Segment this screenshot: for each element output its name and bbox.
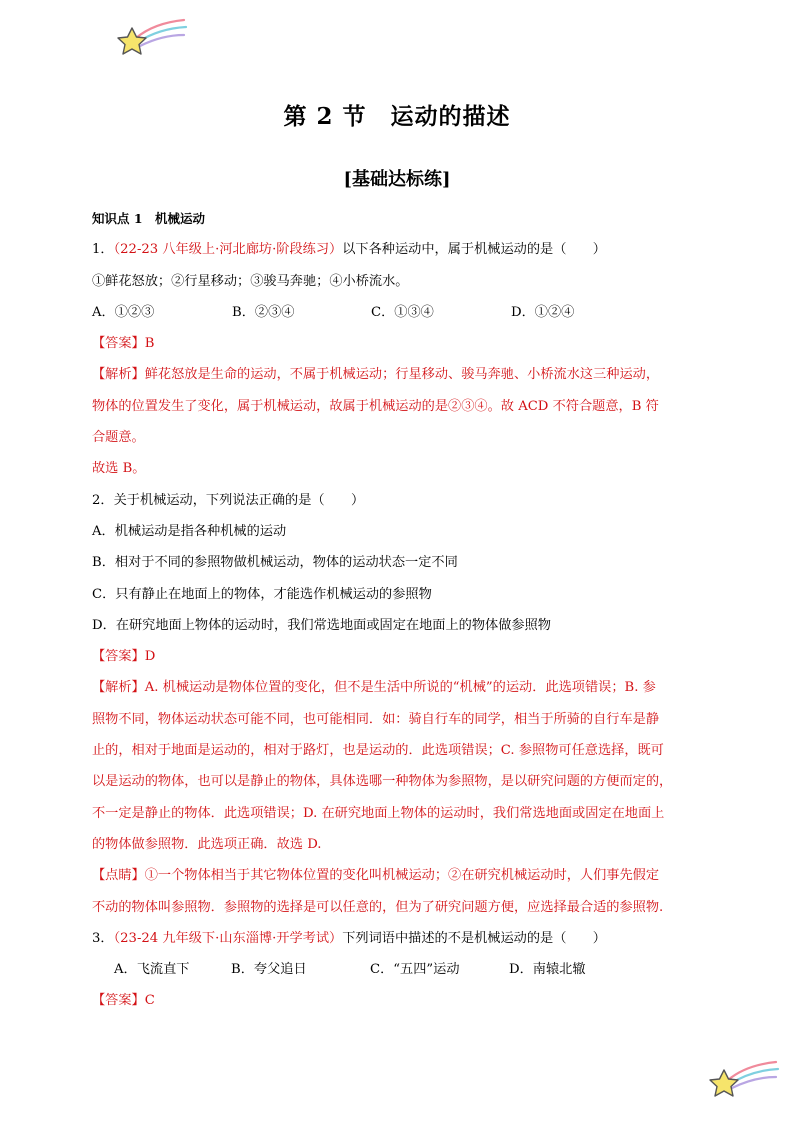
comment-line: 不动的物体叫参照物．参照物的选择是可以任意的，但为了研究问题方便，应选择最合适的参照物.: [92, 899, 664, 915]
option-a: A．①②③: [92, 304, 155, 320]
option-c: C．①③④: [371, 304, 434, 320]
question-text: 下列词语中描述的不是机械运动的是（ ）: [342, 930, 606, 946]
question-2-analysis: [92, 672, 704, 860]
question-source: （22-23 八年级上·河北廊坊·阶段练习）: [113, 242, 343, 258]
analysis-line: 鲜花怒放是生命的运动，不属于机械运动；行星移动、骏马奔驰、小桥流水这三种运动，: [144, 367, 660, 383]
answer-label: 【答案】: [92, 993, 145, 1009]
shooting-star-icon: [114, 14, 188, 58]
option-b: B．夸父追日: [231, 962, 307, 978]
option-d: D．在研究地面上物体的运动时，我们常选地面或固定在地面上的物体做参照物: [92, 617, 551, 633]
option-d: D．①②④: [511, 304, 575, 320]
analysis-line: 故选 B。: [92, 461, 146, 477]
question-3-options: [92, 954, 704, 985]
section-subtitle: [基础达标练]: [343, 169, 451, 190]
option-b: B．相对于不同的参照物做机械运动，物体的运动状态一定不同: [92, 555, 458, 571]
answer-value: B: [144, 336, 155, 352]
question-number: 1．: [92, 242, 114, 258]
question-1-answer: [92, 328, 704, 359]
answer-value: C: [144, 993, 155, 1009]
analysis-line: 照物不同，物体运动状态可能不同，也可能相同．如：骑自行车的同学，相当于所骑的自行车是静: [92, 711, 660, 727]
option-c: C．“五四”运动: [370, 962, 460, 978]
option-a: A．飞流直下: [114, 962, 190, 978]
answer-label: 【答案】: [92, 649, 145, 665]
analysis-label: 【解析】: [92, 680, 145, 696]
analysis-label: 【解析】: [92, 367, 145, 383]
analysis-line: 合题意。: [92, 430, 145, 446]
question-3-answer: [92, 985, 704, 1016]
answer-value: D: [144, 649, 156, 665]
question-source: （23-24 九年级下·山东淄博·开学考试）: [113, 930, 343, 946]
option-b: B．②③④: [232, 304, 295, 320]
question-2-comment: [92, 860, 704, 923]
analysis-line: 不一定是静止的物体．此选项错误；D. 在研究地面上物体的运动时，我们常选地面或固定在地面上: [92, 805, 665, 821]
question-3-stem: [92, 923, 704, 954]
question-2-stem: 2．关于机械运动，下列说法正确的是（ ）: [92, 492, 365, 508]
analysis-line: A. 机械运动是物体位置的变化，但不是生活中所说的“机械”的运动．此选项错误；B. 参: [144, 680, 656, 696]
option-d: D．南辕北辙: [509, 962, 586, 978]
page-title: 第 2 节 运动的描述: [283, 103, 511, 130]
question-2-answer: [92, 641, 704, 672]
analysis-line: 物体的位置发生了变化，属于机械运动，故属于机械运动的是②③④。故 ACD 不符合题意，B 符: [92, 398, 659, 414]
comment-label: 【点睛】: [92, 868, 145, 884]
question-1-items: ①鲜花怒放；②行星移动；③骏马奔驰；④小桥流水。: [92, 273, 409, 289]
option-c: C．只有静止在地面上的物体，才能选作机械运动的参照物: [92, 586, 432, 602]
analysis-line: 以是运动的物体，也可以是静止的物体，具体选哪一种物体为参照物，是以研究问题的方便而定的，: [92, 774, 673, 790]
shooting-star-icon: [706, 1056, 780, 1100]
question-text: 以下各种运动中，属于机械运动的是（ ）: [342, 242, 606, 258]
analysis-line: 止的，相对于地面是运动的，相对于路灯，也是运动的．此选项错误；C. 参照物可任意选择，既可: [92, 743, 664, 759]
knowledge-point-heading: 知识点 1 机械运动: [92, 211, 206, 226]
question-1-analysis: [92, 359, 704, 484]
answer-label: 【答案】: [92, 336, 145, 352]
question-1-stem: [92, 234, 704, 265]
analysis-line: 的物体做参照物．此选项正确．故选 D.: [92, 836, 322, 852]
comment-line: ①一个物体相当于其它物体位置的变化叫机械运动；②在研究机械运动时，人们事先假定: [144, 868, 660, 884]
content-body: [92, 203, 704, 1017]
question-number: 3．: [92, 930, 114, 946]
question-1-options: [92, 297, 704, 328]
option-a: A．机械运动是指各种机械的运动: [92, 523, 287, 539]
